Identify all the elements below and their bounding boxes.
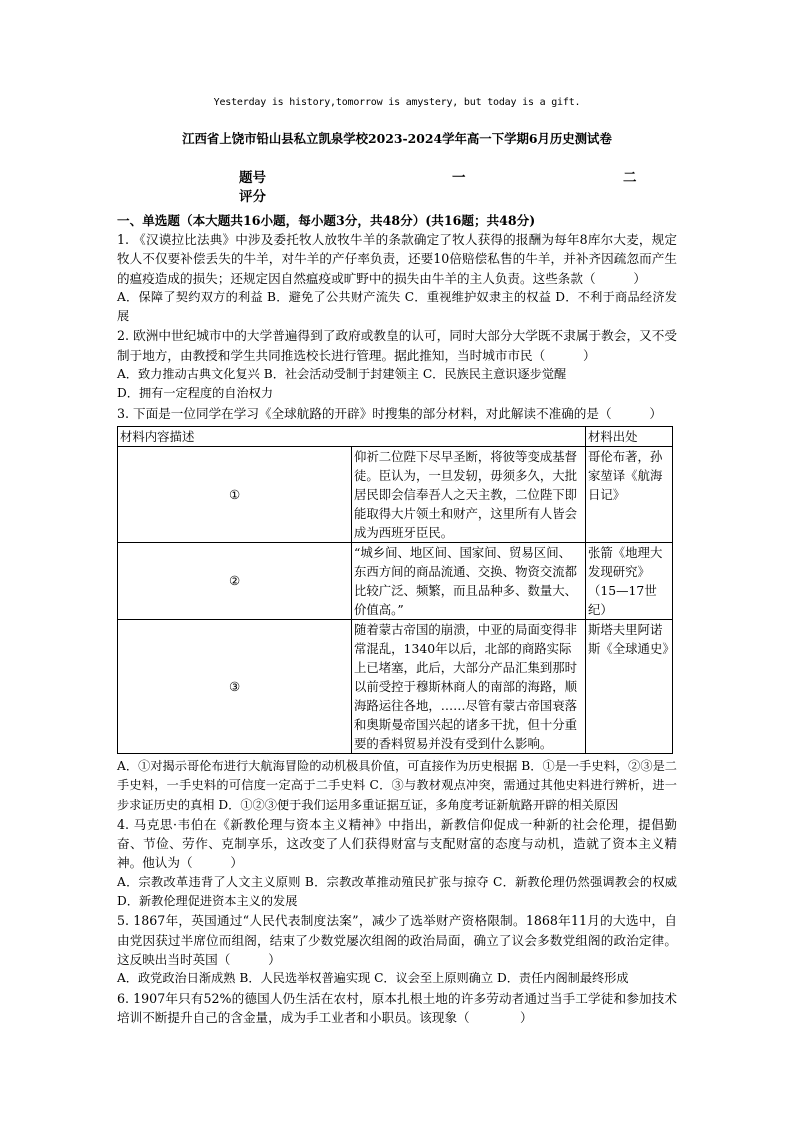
question-2-stem: 2. 欧洲中世纪城市中的大学普遍得到了政府或教皇的认可，同时大部分大学既不隶属于教会，又不受制于地方，由教授和学生共同推选校长进行管理。据此推知，当时城市市民（ ） (117, 328, 677, 363)
table-row-source: 斯塔夫里阿诺斯《全球通史》 (586, 619, 673, 753)
table-row-content: 仰祈二位陛下尽早圣断，将彼等变成基督徒。臣认为，一旦发轫，毋须多久，大批居民即会信奉吾人之天主教，二位陛下即能取得大片领土和财产，这里所有人皆会成为西班牙臣民。 (352, 446, 586, 542)
table-row-number: ③ (118, 619, 352, 753)
table-row-source: 哥伦布著，孙家堃译《航海日记》 (586, 446, 673, 542)
table-row (118, 446, 673, 542)
table-row (118, 619, 673, 753)
score-col-2: 二 (623, 170, 637, 186)
table-row-number: ① (118, 446, 352, 542)
score-col-1: 一 (452, 170, 466, 186)
question-4-stem: 4. 马克思·韦伯在《新教伦理与资本主义精神》中指出，新教信仰促成一种新的社会伦理，提倡勤奋、节俭、劳作、克制享乐，这改变了人们获得财富与支配财富的态度与动机，造就了资本主义精神。他认为（ ） (117, 816, 677, 871)
question-3-stem: 3. 下面是一位同学在学习《全球航路的开辟》时搜集的部分材料，对此解读不准确的是（ ） (117, 405, 662, 421)
score-row-score (117, 188, 677, 210)
score-row-label: 题号 (239, 170, 266, 186)
table-row-content: “城乡间、地区间、国家间、贸易区间、东西方间的商品流通、交换、物资交流都比较广泛、频繁，而且品种多、数量大、价值高。” (352, 542, 586, 619)
score-table (117, 166, 677, 210)
table-row (118, 542, 673, 619)
question-1-options: A．保障了契约双方的利益 B．避免了公共财产流失 C．重视维护奴隶主的权益 D．不利于商品经济发展 (117, 289, 677, 324)
table-row-number: ② (118, 542, 352, 619)
question-4-options: A．宗教改革违背了人文主义原则 B．宗教改革推动殖民扩张与掠夺 C．新教伦理仍然强调教会的权威 D．新教伦理促进资本主义的发展 (117, 874, 677, 909)
table-header-content: 材料内容描述 (118, 426, 586, 446)
page-title: 江西省上饶市铅山县私立凯泉学校2023-2024学年高一下学期6月历史测试卷 (182, 131, 612, 146)
table-row-content: 随着蒙古帝国的崩溃，中亚的局面变得非常混乱，1340年以后，北部的商路实际上已堵塞，此后，大部分产品汇集到那时以前受控于穆斯林商人的南部的海路，顺海路运往各地，……尽管有蒙古帝国衰落和奥斯曼帝国兴起的诸多干扰，但十分重要的香料贸易并没有受到什么影响。 (352, 619, 586, 753)
question-6-stem: 6. 1907年只有52%的德国人仍生活在农村，原本扎根土地的许多劳动者通过当手工学徒和参加技术培训不断提升自己的含金量，成为手工业者和小职员。该现象（ ） (117, 990, 677, 1025)
questions-body (117, 230, 677, 1027)
question-2-options-d: D．拥有一定程度的自治权力 (117, 386, 274, 401)
question-3-options: A．①对揭示哥伦布进行大航海冒险的动机极具价值，可直接作为历史根据 B．①是一手史料，②③是二手史料，一手史料的可信度一定高于二手史料 C．③与教材观点冲突，需通过其他史料进行辨析，进一步求证历史的真相 D．①②③便于我们运用多重证据互证，多角度考证新航路开辟的相关原因 (117, 758, 677, 812)
material-table (117, 426, 673, 754)
question-2-options: A．致力推动古典文化复兴 B．社会活动受制于封建领主 C．民族民主意识逐步觉醒 (117, 367, 567, 382)
question-5-options: A．政党政治日渐成熟 B．人民选举权普遍实现 C．议会至上原则确立 D．责任内阁制最终形成 (117, 971, 629, 986)
score-row-header (117, 166, 677, 188)
table-row-source: 张箭《地理大发现研究》（15—17世纪） (586, 542, 673, 619)
question-5-stem: 5. 1867年，英国通过“人民代表制度法案”，减少了选举财产资格限制。1868年11月的大选中，自由党因获过半席位而组阁，结束了少数党屡次组阁的政治局面，确立了议会多数党组阁的政治定律。这反映出当时英国（ ） (117, 913, 677, 967)
score-row-label: 评分 (239, 189, 266, 205)
section-title: 一、单选题（本大题共16小题，每小题3分，共48分）(共16题；共48分) (117, 213, 536, 228)
question-1-stem: 1. 《汉谟拉比法典》中涉及委托牧人放牧牛羊的条款确定了牧人获得的报酬为每年8库尔大麦，规定牧人不仅要补偿丢失的牛羊，对牛羊的产仔率负责，还要10倍赔偿私售的牛羊，并补齐因疏忽而产生的瘟疫造成的损失；还规定因自然瘟疫或旷野中的损失由牛羊的主人负责。这些条款（ ） (117, 232, 677, 286)
table-header-source: 材料出处 (586, 426, 673, 446)
table-header-row (118, 426, 673, 446)
header-motto: Yesterday is history,tomorrow is amystery, but today is a gift. (213, 97, 581, 108)
